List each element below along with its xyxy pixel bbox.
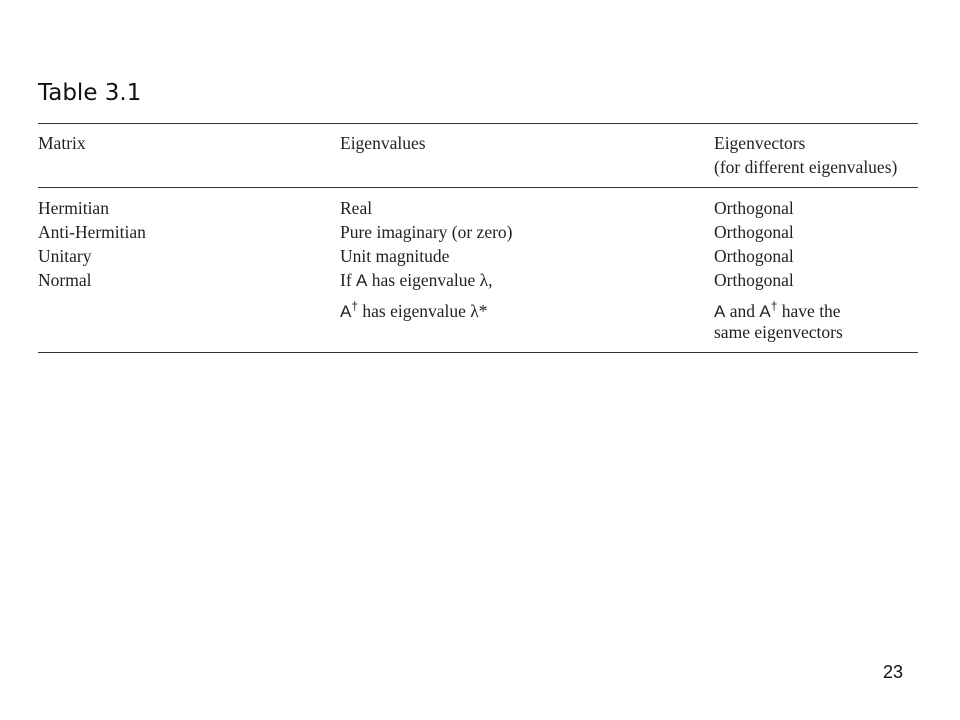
row-normal-eigenvalues-line1 xyxy=(340,268,492,293)
header-eigenvectors-note: (for different eigenvalues) xyxy=(714,157,898,177)
row-normal-eigenvectors-line3: same eigenvectors xyxy=(714,322,843,342)
row-hermitian-matrix: Hermitian xyxy=(38,198,109,218)
text-and: and xyxy=(725,301,760,321)
matrix-symbol-a: A xyxy=(714,302,726,321)
row-normal-eigenvectors-line1: Orthogonal xyxy=(714,270,794,290)
row-unitary-eigenvectors: Orthogonal xyxy=(714,246,794,266)
matrix-symbol-a: A xyxy=(356,271,368,290)
table-top-rule xyxy=(38,123,918,124)
row-unitary-eigenvalues: Unit magnitude xyxy=(340,246,450,266)
row-unitary-matrix: Unitary xyxy=(38,246,92,266)
text-has-eigenvalue-conjugate: has eigenvalue λ* xyxy=(358,301,488,321)
row-anti-hermitian-eigenvalues: Pure imaginary (or zero) xyxy=(340,222,513,242)
text-if: If xyxy=(340,270,357,290)
table-header-rule xyxy=(38,187,918,188)
matrix-symbol-a: A xyxy=(340,302,352,321)
header-matrix: Matrix xyxy=(38,133,86,153)
matrix-symbol-a: A xyxy=(759,302,771,321)
row-anti-hermitian-matrix: Anti-Hermitian xyxy=(38,222,146,242)
text-has-eigenvalue: has eigenvalue λ, xyxy=(367,270,493,290)
dagger-superscript: † xyxy=(351,299,359,313)
row-normal-eigenvalues-line2 xyxy=(340,294,488,324)
text-have-the: have the xyxy=(777,301,841,321)
table-bottom-rule xyxy=(38,352,918,353)
header-eigenvectors: Eigenvectors xyxy=(714,133,806,153)
row-hermitian-eigenvectors: Orthogonal xyxy=(714,198,794,218)
dagger-superscript: † xyxy=(770,299,778,313)
table-title: Table 3.1 xyxy=(38,80,142,106)
row-anti-hermitian-eigenvectors: Orthogonal xyxy=(714,222,794,242)
row-hermitian-eigenvalues: Real xyxy=(340,198,373,218)
row-normal-matrix: Normal xyxy=(38,270,92,290)
page-number: 23 xyxy=(882,662,903,682)
header-eigenvalues: Eigenvalues xyxy=(340,133,426,153)
